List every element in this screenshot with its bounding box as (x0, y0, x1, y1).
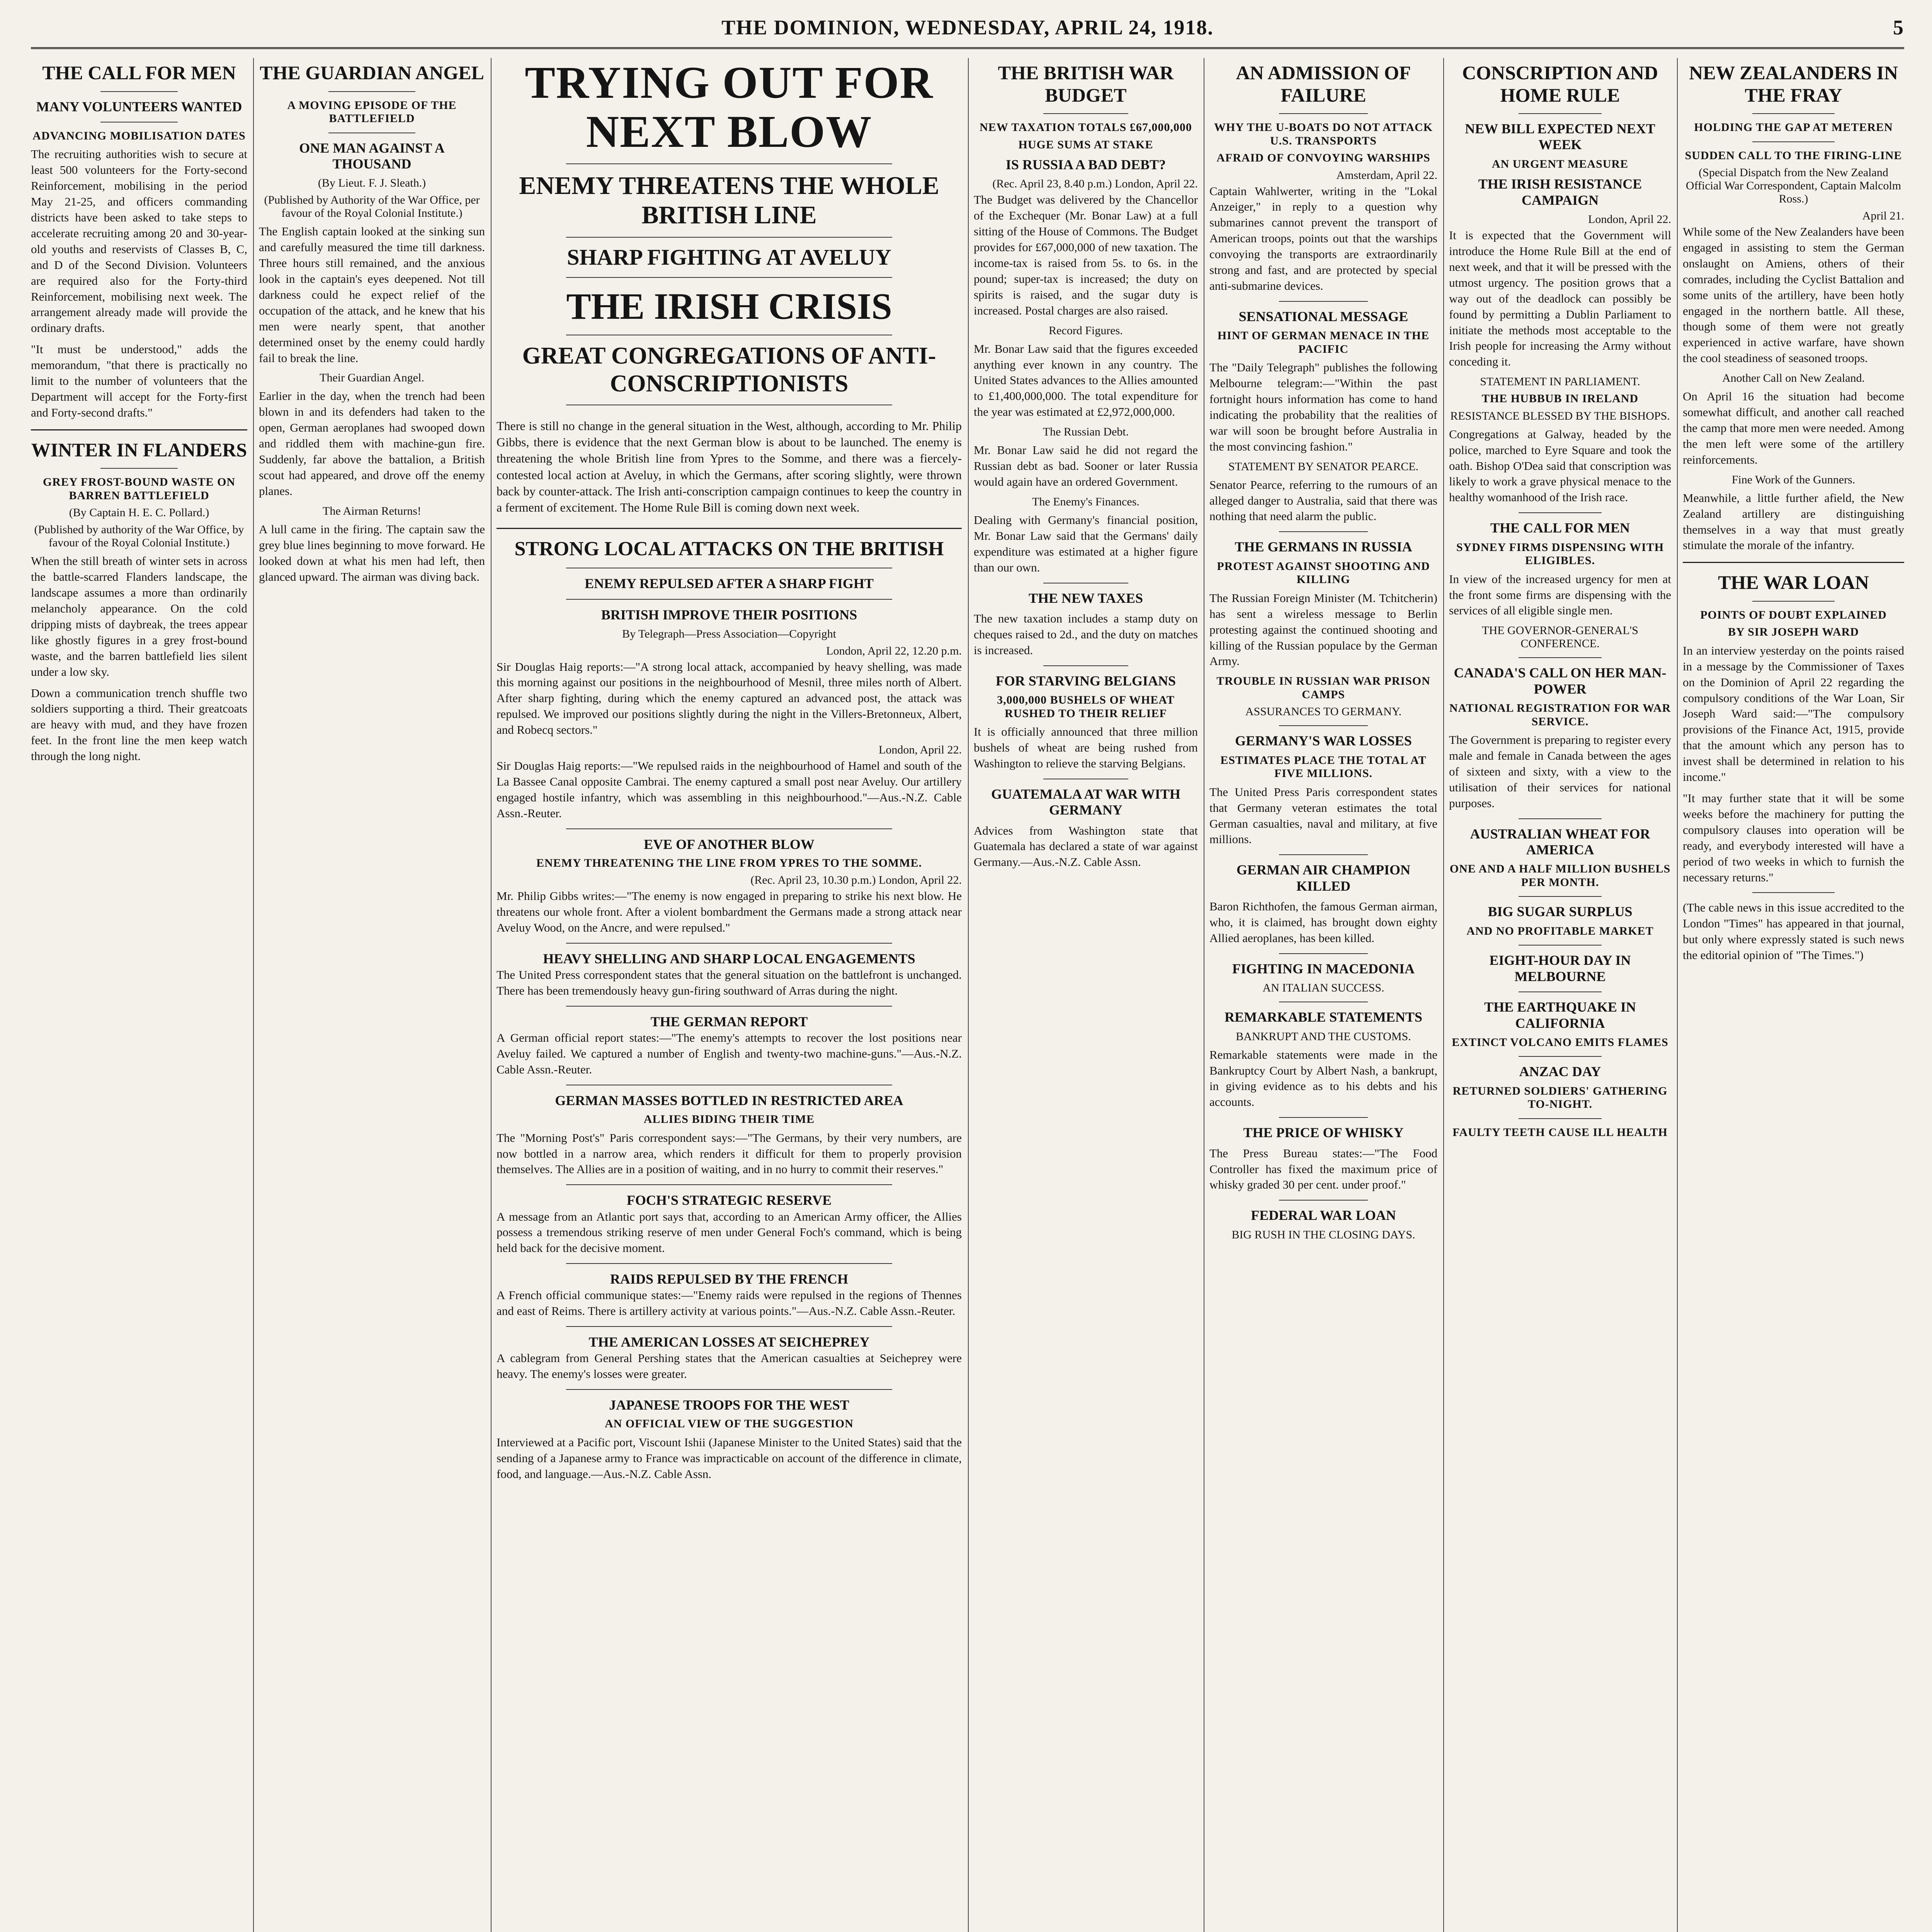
divider (1519, 818, 1602, 819)
dateline: (Rec. April 23, 10.30 p.m.) London, April 22. (750, 874, 962, 887)
divider (1519, 1118, 1602, 1119)
subheadline: IS RUSSIA A BAD DEBT? (1005, 157, 1166, 172)
divider (1519, 896, 1602, 897)
headline-guardian-angel: THE GUARDIAN ANGEL (260, 62, 484, 83)
divider (1279, 953, 1368, 954)
section-headline: EVE OF ANOTHER BLOW (644, 836, 815, 852)
divider (566, 943, 892, 944)
article-paragraph: The United Press correspondent states that the general situation on the battlefront is unchanged. There has been tremendously heavy gun-firing southward of Arras during the night. (497, 968, 962, 998)
subheadline: HINT OF GERMAN MENACE IN THE PACIFIC (1217, 329, 1430, 355)
dateline: Amsterdam, April 22. (1336, 168, 1437, 182)
article-paragraph: The new taxation includes a stamp duty on cheques raised to 2d., and the duty on matches is increased. (974, 611, 1198, 657)
subheadline: 3,000,000 BUSHELS OF WHEAT RUSHED TO THEIR RELIEF (997, 694, 1175, 720)
column-1 (31, 58, 247, 1932)
section-headline: FOCH'S STRATEGIC RESERVE (626, 1192, 832, 1208)
headline-new-taxes: THE NEW TAXES (1028, 590, 1143, 606)
section-subhead: The Airman Returns! (323, 504, 421, 517)
column-rule (491, 58, 492, 1932)
article-paragraph: When the still breath of winter sets in across the battle-scarred Flanders landscape, the landscape assumes a more than ordinarily melancholy appearance. On the cold dripping mists of daybreak, the trees appear like ghostly figures in a grey frost-bound waste, and the barren battlefield lies silent under a low sky. (31, 554, 247, 679)
article-paragraph: In an interview yesterday on the points raised in a message by the Commissioner of Taxes on the Dominion of April 22 regarding the compulsory conditions of the War Loan, Sir Joseph Ward said:—"The compulsory provisions of the Finance Act, 1915, provide that the amount which any person has to invest shall be determined in relation to his income." (1683, 643, 1904, 784)
article-paragraph: Sir Douglas Haig reports:—"A strong local attack, accompanied by heavy shelling, was made this morning against our positions in the neighbourhood of Mesnil, three miles north of Albert. After sharp fighting, during which the enemy captured an advanced post, the attack was repulsed. We improved our positions slightly during the night in the Villers-Bretonneux, Albert, and Robecq sectors." (497, 660, 962, 737)
subheadline: MANY VOLUNTEERS WANTED (36, 99, 242, 114)
divider (1519, 113, 1602, 114)
article-paragraph: While some of the New Zealanders have been engaged in assisting to stem the German onslaught on Amiens, others of their comrades, including the Cyclist Battalion and some units of the artillery, have been hotly engaged in the northern battle. All these, though some of them were not greatly experienced in active warfare, have shown the cool steadiness of seasoned troops. (1683, 225, 1904, 365)
column-rule (253, 58, 254, 1932)
section-subhead: BIG RUSH IN THE CLOSING DAYS. (1231, 1228, 1415, 1241)
headline-anzac-day: ANZAC DAY (1519, 1064, 1601, 1080)
divider (566, 1389, 892, 1390)
credit-line: (Special Dispatch from the New Zealand Official War Correspondent, Captain Malcolm Ross.) (1685, 166, 1901, 205)
headline-prison-camps: TROUBLE IN RUSSIAN WAR PRISON CAMPS (1216, 675, 1430, 701)
credit-line: (Published by authority of the War Office, by favour of the Royal Colonial Institute.) (34, 523, 244, 549)
dateline: London, April 22. (1588, 213, 1671, 226)
article-paragraph: "It may further state that it will be some weeks before the machinery for putting the compulsory clauses into operation will be ready, and everybody interested will have a period of two weeks in which to furnish the necessary returns." (1683, 791, 1904, 884)
section-subhead: Record Figures. (1049, 324, 1123, 337)
article-paragraph: It is officially announced that three million bushels of wheat are being rushed from Washington to relieve the starving Belgians. (974, 725, 1198, 770)
divider (1279, 1200, 1368, 1201)
section-subhead: AN ITALIAN SUCCESS. (1262, 981, 1384, 995)
headline-new-zealanders-fray: NEW ZEALANDERS IN THE FRAY (1689, 62, 1898, 106)
subheadline: AND NO PROFITABLE MARKET (1466, 924, 1654, 937)
article-paragraph: Sir Douglas Haig reports:—"We repulsed raids in the neighbourhood of Hamel and south of the La Bassee Canal opposite Cambrai. The enemy captured a small post near Aveluy. Our artillery engaged hostile infantry, which was assembling in this neighbourhood."—Aus.-N.Z. Cable Assn.-Reuter. (497, 759, 962, 820)
column-rule (968, 58, 969, 1932)
divider (566, 1263, 892, 1264)
headline-faulty-teeth: FAULTY TEETH CAUSE ILL HEALTH (1452, 1126, 1668, 1139)
subheadline: POINTS OF DOUBT EXPLAINED (1700, 608, 1887, 621)
divider (1279, 725, 1368, 726)
headline-starving-belgians: FOR STARVING BELGIANS (995, 673, 1176, 689)
lead-summary: There is still no change in the general situation in the West, although, according to Mr. Philip Gibbs, there is evidence that the next German blow is about to be launched. The enemy is threatening the whole British line from Ypres to the Somme, and there was a fiercely-contested local action at Aveluy, in which the Germans, after scoring slightly, were thrown back by counter-attack. The Irish anti-conscription campaign continues to keep the country in a ferment of excitement. The Home Rule Bill is coming down next week. (497, 418, 962, 515)
subheadline: NEW TAXATION TOTALS £67,000,000 (980, 121, 1192, 134)
headline-conscription-home-rule: CONSCRIPTION AND HOME RULE (1462, 62, 1658, 106)
divider (1043, 665, 1128, 666)
subheadline: GREY FROST-BOUND WASTE ON BARREN BATTLEFIELD (43, 476, 236, 502)
subheadline: BY SIR JOSEPH WARD (1728, 626, 1859, 639)
divider (100, 468, 178, 469)
divider (1043, 113, 1128, 114)
article-paragraph: The Press Bureau states:—"The Food Controller has fixed the maximum price of whisky graded 30 per cent. under proof." (1209, 1146, 1437, 1192)
subheadline: HUGE SUMS AT STAKE (1018, 138, 1153, 151)
byline: (By Captain H. E. C. Pollard.) (69, 506, 209, 519)
divider (497, 528, 962, 529)
divider (1683, 562, 1904, 563)
headline-irish-resistance: THE IRISH RESISTANCE CAMPAIGN (1478, 176, 1642, 208)
article-paragraph: Earlier in the day, when the trench had been blown in and its defenders had taken to the open, German aeroplanes had swooped down and riddled them with machine-gun fire. Suddenly, far above the battalion, a British scout had appeared, and drove off the enemy planes. (259, 389, 485, 498)
divider (100, 91, 178, 92)
divider (31, 429, 247, 430)
article-paragraph: A German official report states:—"The enemy's attempts to recover the lost positions near Aveluy failed. We captured a number of English and twenty-two machine-guns."—Aus.-N.Z. Cable Assn.-Reuter. (497, 1031, 962, 1077)
subheadline: HOLDING THE GAP AT METEREN (1694, 121, 1893, 134)
masthead-title: THE DOMINION, WEDNESDAY, APRIL 24, 1918. (721, 16, 1214, 39)
subheadline: AN URGENT MEASURE (1492, 157, 1629, 170)
divider (566, 599, 892, 600)
article-paragraph: The recruiting authorities wish to secure at least 500 volunteers for the Forty-second Reinforcement, mobilising in the period May 21-25, and officers commanding districts have been asked to take steps to accelerate recruiting among 20 and 30-year-old youths and reservists of Classes B, C, and D of the Second Division. Volunteers are required also for the Forty-third Reinforcement, mobilising next week. The arrangement already made will provide the ordinary drafts. (31, 147, 247, 335)
divider (566, 163, 892, 164)
divider (1519, 945, 1602, 946)
divider (1279, 113, 1368, 114)
headline-germans-in-russia: THE GERMANS IN RUSSIA (1235, 539, 1412, 555)
headline-sugar-surplus: BIG SUGAR SURPLUS (1488, 904, 1633, 920)
subheadline: A MOVING EPISODE OF THE BATTLEFIELD (287, 99, 457, 125)
headline-price-of-whisky: THE PRICE OF WHISKY (1243, 1125, 1404, 1141)
section-subhead: ASSURANCES TO GERMANY. (1245, 705, 1402, 718)
article-paragraph: The Russian Foreign Minister (M. Tchitcherin) has sent a wireless message to Berlin protesting against the continued shooting and killing of the Russian populace by the German Army. (1209, 591, 1437, 668)
credit-line: (Published by Authority of the War Office, per favour of the Royal Colonial Institute.) (264, 194, 480, 220)
headline-winter-in-flanders: WINTER IN FLANDERS (31, 439, 247, 461)
column-2 (259, 58, 485, 1932)
subheadline: EXTINCT VOLCANO EMITS FLAMES (1452, 1036, 1668, 1049)
headline-remarkable-statements: REMARKABLE STATEMENTS (1225, 1009, 1422, 1025)
section-headline: GERMAN MASSES BOTTLED IN RESTRICTED AREA (555, 1092, 903, 1108)
section-subhead: The Enemy's Finances. (1032, 495, 1139, 508)
section-headline: THE HUBBUB IN IRELAND (1481, 392, 1639, 405)
dateline: London, April 22, 12.20 p.m. (826, 644, 962, 657)
headline-air-champion: GERMAN AIR CHAMPION KILLED (1236, 862, 1410, 894)
editorial-footnote: (The cable news in this issue accredited to the London "Times" has appeared in that journal, but only where expressly stated is such news the editorial opinion of "The Times.") (1683, 901, 1904, 962)
article-paragraph: The Government is preparing to register every male and female in Canada between the ages of sixteen and sixty, with a view to the utilisation of their services for national purposes. (1449, 733, 1671, 810)
section-subhead: Fine Work of the Gunners. (1731, 473, 1855, 486)
article-paragraph: On April 16 the situation had become somewhat difficult, and another call reached the camp that more men were needed. Among the men left were some of the artillery reinforcements. (1683, 389, 1904, 466)
dateline: London, April 22. (879, 743, 962, 757)
subheadline: SUDDEN CALL TO THE FIRING-LINE (1685, 149, 1902, 162)
divider (1752, 601, 1835, 602)
section-subhead: RESISTANCE BLESSED BY THE BISHOPS. (1450, 409, 1670, 422)
subheadline: PROTEST AGAINST SHOOTING AND KILLING (1217, 560, 1430, 586)
divider (1279, 1117, 1368, 1118)
credit-line: By Telegraph—Press Association—Copyright (622, 627, 836, 640)
column-6 (1449, 58, 1671, 1932)
divider (1752, 113, 1835, 114)
article-paragraph: A lull came in the firing. The captain saw the grey blue lines beginning to move forward. He looked down at what his men had left, then glanced upward. The airman was diving back. (259, 522, 485, 583)
article-paragraph: The English captain looked at the sinking sun and carefully measured the time till darkness. Three hours still remained, and the anxious look in the captain's eyes deepened. Not till darkness could he expect relief of the occupation of the attack, and he knew that his men were nearly spent, that another determined onset by the enemy could hardly fail to break the line. (259, 224, 485, 365)
divider (328, 91, 415, 92)
headline-sensational-message: SENSATIONAL MESSAGE (1238, 308, 1408, 324)
headline-germany-war-losses: GERMANY'S WAR LOSSES (1235, 733, 1412, 749)
headline-earthquake: THE EARTHQUAKE IN CALIFORNIA (1484, 999, 1636, 1031)
lead-deck: SHARP FIGHTING AT AVELUY (567, 244, 891, 270)
section-headline: JAPANESE TROOPS FOR THE WEST (609, 1397, 849, 1413)
divider (1519, 657, 1602, 658)
article-paragraph: Baron Richthofen, the famous German airman, who, it is claimed, has brought down eighty Allied aeroplanes, has been killed. (1209, 900, 1437, 945)
subheadline: NATIONAL REGISTRATION FOR WAR SERVICE. (1449, 702, 1671, 728)
subheadline: ONE AND A HALF MILLION BUSHELS PER MONTH. (1449, 862, 1671, 889)
section-subhead: The Russian Debt. (1043, 425, 1129, 439)
headline-federal-war-loan: FEDERAL WAR LOAN (1251, 1208, 1396, 1223)
article-paragraph: Mr. Philip Gibbs writes:—"The enemy is now engaged in preparing to strike his next blow. He threatens our whole front. After a violent bombardment the Germans made a strong attack near Aveluy Wood, on the Ancre, and were repulsed." (497, 889, 962, 935)
headline-macedonia: FIGHTING IN MACEDONIA (1232, 961, 1415, 976)
headline-eight-hour-day: EIGHT-HOUR DAY IN MELBOURNE (1489, 952, 1631, 984)
article-paragraph: Congregations at Galway, headed by the police, marched to Eyre Square and took the oath. Bishop O'Dea said that conscription was likely to work a grave physical menace to the healthy womanhood of the Irish race. (1449, 427, 1671, 504)
lead-story (497, 58, 962, 1488)
subheadline: NEW BILL EXPECTED NEXT WEEK (1465, 121, 1655, 153)
article-paragraph: Advices from Washington state that Guatemala has declared a state of war against Germany.—Aus.-N.Z. Cable Assn. (974, 823, 1198, 869)
article-paragraph: The "Morning Post's" Paris correspondent says:—"The Germans, by their very numbers, are now bottled in a narrow area, which renders it difficult for them to properly provision themselves. The Allies are in a position of waiting, and in no hurry to commit their reserves." (497, 1131, 962, 1176)
section-headline: THE AMERICAN LOSSES AT SEICHEPREY (588, 1334, 870, 1350)
lead-headline: TRYING OUT FOR NEXT BLOW (525, 57, 934, 157)
divider (1752, 141, 1835, 142)
divider (566, 277, 892, 278)
section-subhead: ENEMY REPULSED AFTER A SHARP FIGHT (585, 576, 874, 592)
lead-deck: ENEMY THREATENS THE WHOLE BRITISH LINE (519, 171, 939, 229)
subheadline: SYDNEY FIRMS DISPENSING WITH ELIGIBLES. (1456, 541, 1664, 567)
article-paragraph: A message from an Atlantic port says that, according to an American Army officer, the Allies possess a tremendous striking reserve of men under General Foch's command, which is being held back for the decisive moment. (497, 1209, 962, 1255)
headline-canada-man-power: CANADA'S CALL ON HER MAN-POWER (1454, 665, 1667, 697)
section-subhead: Their Guardian Angel. (320, 371, 424, 384)
article-paragraph: Interviewed at a Pacific port, Viscount Ishii (Japanese Minister to the United States) said that the sending of a Japanese army to France was impracticable on account of the difference in climate, food, and language.—Aus.-N.Z. Cable Assn. (497, 1435, 962, 1481)
headline-call-for-men-sydney: THE CALL FOR MEN (1490, 520, 1630, 536)
article-paragraph: "It must be understood," adds the memorandum, "that there is practically no limit to the number of volunteers that the Department will accept for the Forty-first and Forty-second drafts." (31, 342, 247, 419)
section-subhead: AN OFFICIAL VIEW OF THE SUGGESTION (605, 1417, 854, 1430)
section-subhead: ALLIES BIDING THEIR TIME (643, 1113, 815, 1126)
article-paragraph: Down a communication trench shuffle two soldiers supporting a third. Their greatcoats are heavy with mud, and they have frozen feet. In the front line the men keep watch through the long night. (31, 686, 247, 763)
section-headline: THE GERMAN REPORT (650, 1014, 808, 1030)
masthead (31, 12, 1904, 49)
divider (1279, 854, 1368, 855)
subheadline: ONE MAN AGAINST A THOUSAND (299, 140, 445, 172)
headline-war-loan: THE WAR LOAN (1718, 571, 1869, 594)
byline: (By Lieut. F. J. Sleath.) (318, 177, 426, 190)
headline-australian-wheat: AUSTRALIAN WHEAT FOR AMERICA (1470, 826, 1650, 858)
column-rule (1677, 58, 1678, 1932)
section-subhead: Another Call on New Zealand. (1722, 372, 1865, 385)
divider (1752, 892, 1835, 893)
column-rule (1443, 58, 1444, 1932)
subheadline: AFRAID OF CONVOYING WARSHIPS (1216, 151, 1430, 164)
divider (1519, 512, 1602, 513)
dateline: April 21. (1862, 209, 1904, 222)
column-5 (1209, 58, 1437, 1932)
divider (1279, 531, 1368, 532)
headline-war-budget: THE BRITISH WAR BUDGET (998, 62, 1174, 106)
article-paragraph: Meanwhile, a little further afield, the New Zealand artillery are distinguishing themselves in a way that must greatly stimulate the morale of the infantry. (1683, 491, 1904, 552)
section-headline: RAIDS REPULSED BY THE FRENCH (610, 1271, 849, 1287)
article-paragraph: A French official communique states:—"Enemy raids were repulsed in the regions of Thennes and east of Reims. There is artillery activity at various points."—Aus.-N.Z. Cable Assn.-Reuter. (497, 1288, 962, 1318)
headline-guatemala: GUATEMALA AT WAR WITH GERMANY (991, 786, 1180, 818)
divider (1279, 301, 1368, 302)
dateline: (Rec. April 23, 8.40 p.m.) London, April 22. (992, 177, 1198, 190)
subheadline: ESTIMATES PLACE THE TOTAL AT FIVE MILLIONS. (1220, 753, 1427, 780)
article-paragraph: The Budget was delivered by the Chancellor of the Exchequer (Mr. Bonar Law) at a full sitting of the House of Commons. The Budget provides for £67,000,000 of new taxation. The income-tax is raised from 5s. to 6s. in the pound; super-tax is increased; the duty on spirits is raised, and the sugar duty is increased. Postal charges are also raised. (974, 193, 1198, 317)
section-subhead: BRITISH IMPROVE THEIR POSITIONS (601, 607, 857, 623)
article-paragraph: Dealing with Germany's financial position, Mr. Bonar Law said that the Germans' daily expenditure was estimated at a higher figure than our own. (974, 513, 1198, 574)
article-paragraph: Senator Pearce, referring to the rumours of an alleged danger to Australia, said that there was nothing that need alarm the public. (1209, 478, 1437, 523)
article-paragraph: The "Daily Telegraph" publishes the following Melbourne telegram:—"Within the past fortnight hours information has come to hand indicating the probability that the realities of war will soon be brought before Australia in the most convincing fashion." (1209, 361, 1437, 453)
article-paragraph: In view of the increased urgency for men at the front some firms are dispensing with the services of all eligible single men. (1449, 572, 1671, 617)
divider (566, 1006, 892, 1007)
lead-deck: THE IRISH CRISIS (566, 286, 892, 327)
column-7 (1683, 58, 1904, 1932)
headline-call-for-men: THE CALL FOR MEN (42, 62, 236, 83)
divider (1519, 1056, 1602, 1057)
article-paragraph: Captain Wahlwerter, writing in the "Lokal Anzeiger," in reply to a question why submarines cannot prevent the transport of American troops, points out that the warships convoying the transports are extraordinarily strong and fast, and are protected by special anti-submarine devices. (1209, 184, 1437, 293)
article-paragraph: Remarkable statements were made in the Bankruptcy Court by Albert Nash, a bankrupt, in giving evidence as to his debts and his accounts. (1209, 1048, 1437, 1109)
page-number: 5 (1893, 16, 1904, 39)
headline-admission-failure: AN ADMISSION OF FAILURE (1236, 62, 1411, 106)
article-paragraph: Mr. Bonar Law said he did not regard the Russian debt as bad. Sooner or later Russia would again have an ordered Government. (974, 443, 1198, 488)
divider (566, 1326, 892, 1327)
section-subhead: STATEMENT BY SENATOR PEARCE. (1228, 460, 1419, 473)
divider (566, 1184, 892, 1185)
article-paragraph: It is expected that the Government will introduce the Home Rule Bill at the end of next week, and that it will be pressed with the utmost urgency. The position grows that a way out of the deadlock can possibly be found by permitting a Dublin Parliament to initiate the methods most acceptable to the Irish people for increasing the Army without conceding it. (1449, 228, 1671, 369)
section-subhead: ENEMY THREATENING THE LINE FROM YPRES TO THE SOMME. (536, 856, 922, 869)
column-4 (974, 58, 1198, 1932)
section-headline: STRONG LOCAL ATTACKS ON THE BRITISH (514, 538, 944, 560)
divider (566, 828, 892, 829)
article-paragraph: The United Press Paris correspondent states that Germany veteran estimates the total German casualties, naval and military, at five millions. (1209, 785, 1437, 846)
subheadline: WHY THE U-BOATS DO NOT ATTACK U.S. TRANSPORTS (1214, 121, 1433, 147)
article-paragraph: Mr. Bonar Law said that the figures exceeded anything ever known in any country. The United States advances to the Allies amounted to £1,400,000,000. The total expenditure for the year was estimated at £2,972,000,000. (974, 342, 1198, 419)
section-headline: HEAVY SHELLING AND SHARP LOCAL ENGAGEMENTS (543, 951, 915, 967)
lead-deck: GREAT CONGREGATIONS OF ANTI-CONSCRIPTIONISTS (522, 343, 936, 397)
section-subhead: STATEMENT IN PARLIAMENT. (1480, 375, 1640, 388)
divider (566, 237, 892, 238)
article-paragraph: A cablegram from General Pershing states that the American casualties at Seicheprey were heavy. The enemy's losses were greater. (497, 1351, 962, 1381)
subheadline: RETURNED SOLDIERS' GATHERING TO-NIGHT. (1452, 1084, 1668, 1111)
subheadline: ADVANCING MOBILISATION DATES (32, 129, 246, 142)
section-subhead: THE GOVERNOR-GENERAL'S CONFERENCE. (1482, 624, 1638, 650)
section-subhead: BANKRUPT AND THE CUSTOMS. (1236, 1030, 1411, 1043)
